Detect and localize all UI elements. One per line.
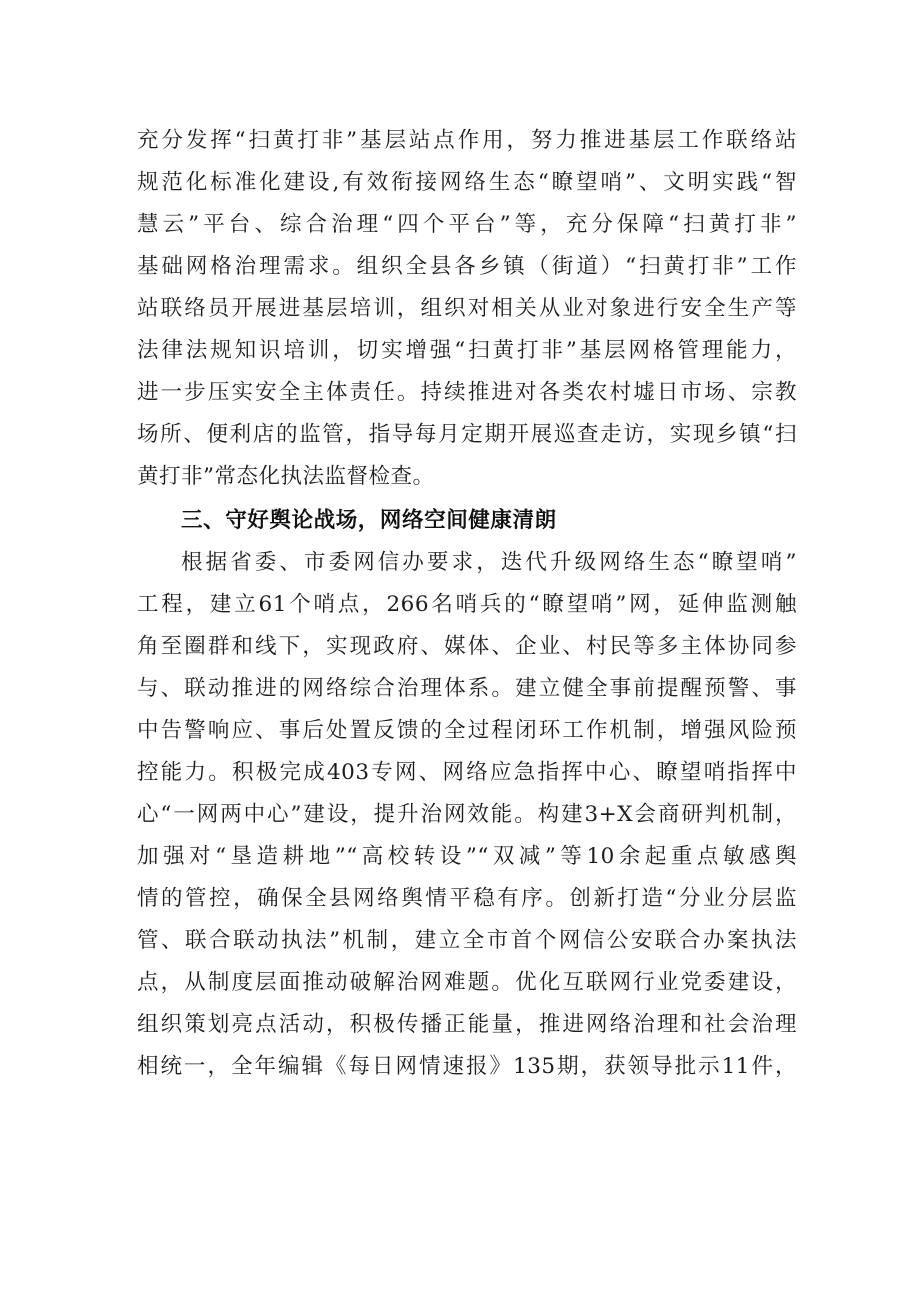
paragraph-1-line-6: 法律法规知识培训，切实增强“扫黄打非”基层网格管理能力，: [137, 338, 797, 363]
paragraph-2-line-6: 控能力。积极完成403专网、网络应急指挥中心、瞭望哨指挥中: [137, 760, 797, 785]
paragraph-1-line-9: 黄打非”常态化执法监督检查。: [137, 464, 435, 489]
paragraph-2-line-5: 中告警响应、事后处置反馈的全过程闭环工作机制，增强风险预: [137, 718, 797, 743]
paragraph-2-line-2: 工程，建立61个哨点，266名哨兵的“瞭望哨”网，延伸监测触: [137, 592, 797, 617]
paragraph-1-line-2: 规范化标准化建设,有效衔接网络生态“瞭望哨”、文明实践“智: [137, 170, 797, 195]
paragraph-2-line-12: 组织策划亮点活动，积极传播正能量，推进网络治理和社会治理: [137, 1012, 797, 1037]
paragraph-1-line-7: 进一步压实安全主体责任。持续推进对各类农村墟日市场、宗教: [137, 380, 797, 405]
paragraph-2-line-9: 情的管控，确保全县网络舆情平稳有序。创新打造“分业分层监: [137, 886, 797, 911]
paragraph-2-line-3: 角至圈群和线下，实现政府、媒体、企业、村民等多主体协同参: [137, 634, 797, 659]
paragraph-1-line-5: 站联络员开展进基层培训，组织对相关从业对象进行安全生产等: [137, 296, 797, 321]
paragraph-2-line-7: 心“一网两中心”建设，提升治网效能。构建3+X会商研判机制，: [137, 802, 797, 827]
paragraph-2-line-8: 加强对“垦造耕地”“高校转设”“双减”等10余起重点敏感舆: [137, 844, 797, 869]
paragraph-1-line-8: 场所、便利店的监管，指导每月定期开展巡查走访，实现乡镇“扫: [137, 422, 797, 447]
paragraph-1-line-3: 慧云”平台、综合治理“四个平台”等，充分保障“扫黄打非”: [137, 212, 797, 237]
paragraph-2-line-10: 管、联合联动执法”机制，建立全市首个网信公安联合办案执法: [137, 928, 797, 953]
paragraph-1-line-1: 充分发挥“扫黄打非”基层站点作用，努力推进基层工作联络站: [137, 128, 797, 153]
section-heading: 三、守好舆论战场，网络空间健康清朗: [181, 508, 557, 533]
paragraph-2-line-1: 根据省委、市委网信办要求，迭代升级网络生态“瞭望哨”: [181, 550, 797, 575]
paragraph-2-line-13: 相统一，全年编辑《每日网情速报》135期，获领导批示11件，: [137, 1054, 797, 1079]
paragraph-2-line-11: 点，从制度层面推动破解治网难题。优化互联网行业党委建设，: [137, 970, 797, 995]
paragraph-2-line-4: 与、联动推进的网络综合治理体系。建立健全事前提醒预警、事: [137, 676, 797, 701]
paragraph-1-line-4: 基础网格治理需求。组织全县各乡镇（街道）“扫黄打非”工作: [137, 254, 797, 279]
